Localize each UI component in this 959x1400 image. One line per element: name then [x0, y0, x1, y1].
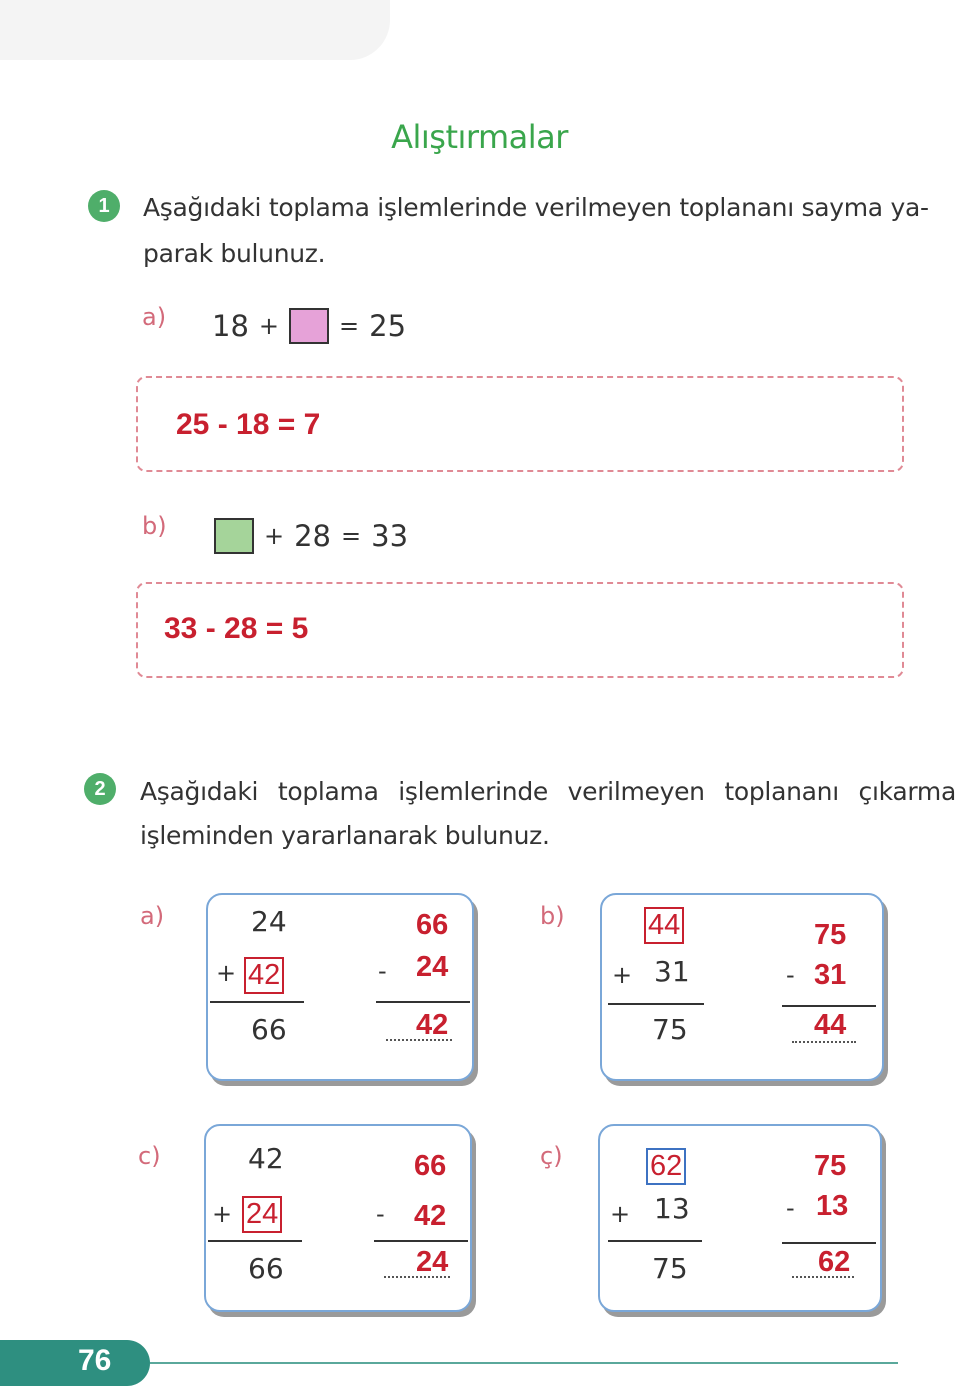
q2-a-minus: -: [378, 957, 387, 985]
q1-a-plus: +: [258, 312, 280, 340]
q1-a-equation: [212, 308, 406, 344]
q2-cedilla-plus: +: [610, 1200, 631, 1228]
q2-a-sub-result: 42: [416, 1009, 449, 1041]
q1-b-result: 33: [371, 519, 409, 553]
q2-cedilla-minus: -: [786, 1194, 795, 1222]
q1-a-answer-box: [136, 376, 904, 472]
q2-a-sum: 66: [251, 1013, 287, 1046]
q2-c-sub-top: 66: [414, 1150, 447, 1182]
q1-b-plus: +: [264, 522, 285, 550]
q2-b-sub-result: 44: [814, 1009, 847, 1041]
q2-a-plus: +: [216, 959, 237, 987]
q2-b-add-line: [608, 1003, 704, 1005]
q1-b-right-number: 28: [294, 519, 332, 553]
q2-c-sub-mid: 42: [414, 1200, 447, 1232]
q1-a-label: a): [142, 303, 167, 331]
q2-cedilla-sub-result: 62: [818, 1246, 851, 1278]
q2-c-top: 42: [248, 1142, 284, 1175]
q2-a-sub-line: [376, 1001, 470, 1003]
q2-a-label: a): [140, 902, 165, 930]
q1-b-answer: 33 - 28 = 5: [164, 612, 309, 645]
decorative-corner: [0, 0, 390, 60]
question-1-text-line2: parak bulunuz.: [143, 239, 326, 268]
q1-a-result: 25: [369, 309, 407, 343]
q1-b-answer-box: [136, 582, 904, 678]
q2-c-sub-result: 24: [416, 1246, 449, 1278]
q2-cedilla-sub-mid: 13: [816, 1190, 849, 1222]
q2-cedilla-sub-top: 75: [814, 1150, 847, 1182]
question-1-text-line1: Aşağıdaki toplama işlemlerinde verilmeyen toplananı sayma ya-: [143, 193, 929, 222]
q1-b-equation: [214, 518, 408, 554]
q2-a-sub-mid: 24: [416, 951, 449, 983]
q2-b-label: b): [540, 902, 565, 930]
page-number-bar: [0, 1340, 150, 1386]
q2-c-add-line: [208, 1240, 302, 1242]
q2-c-minus: -: [376, 1200, 385, 1228]
q2-c-addend: 24: [242, 1196, 282, 1233]
q2-b-plus: +: [612, 961, 633, 989]
q2-b-sub-top: 75: [814, 919, 847, 951]
q2-cedilla-sum: 75: [652, 1252, 688, 1285]
q2-c-label: c): [138, 1142, 161, 1170]
q2-cedilla-addend: 13: [654, 1192, 690, 1225]
footer-line: [150, 1362, 898, 1364]
q1-a-equals: =: [339, 312, 360, 340]
q2-c-sum: 66: [248, 1252, 284, 1285]
q2-c-sub-line: [374, 1240, 468, 1242]
page-number: 76: [78, 1344, 112, 1377]
q2-cedilla-add-line: [608, 1240, 702, 1242]
q2-cedilla-top: 62: [646, 1148, 686, 1185]
question-1-badge: 1: [88, 190, 120, 222]
q2-a-sub-top: 66: [416, 909, 449, 941]
q1-b-label: b): [142, 512, 167, 540]
q2-c-card: [204, 1124, 472, 1312]
page-title: Alıştırmalar: [391, 118, 568, 156]
q2-b-addend: 31: [654, 955, 690, 988]
q2-b-sub-line: [782, 1005, 876, 1007]
question-2-badge: 2: [84, 773, 116, 805]
q2-a-add-line: [210, 1001, 304, 1003]
q1-a-left-number: 18: [212, 309, 249, 343]
question-2-text-line1: Aşağıdaki toplama işlemlerinde verilmeyen toplananı çıkarma: [140, 777, 956, 806]
q1-b-blank-box: [214, 518, 254, 554]
q2-b-sum: 75: [652, 1013, 688, 1046]
q2-cedilla-label: ç): [540, 1142, 563, 1170]
question-2-text-line2: işleminden yararlanarak bulunuz.: [140, 821, 550, 850]
q2-b-top: 44: [644, 907, 684, 944]
q2-c-plus: +: [212, 1200, 233, 1228]
q2-b-sub-mid: 31: [814, 959, 847, 991]
q1-a-blank-box: [289, 308, 329, 344]
q2-a-top: 24: [251, 905, 287, 938]
q2-cedilla-sub-line: [782, 1242, 876, 1244]
q2-a-card: [206, 893, 474, 1081]
q2-b-card: [600, 893, 884, 1081]
q2-b-minus: -: [786, 961, 795, 989]
q1-a-answer: 25 - 18 = 7: [176, 408, 321, 441]
q2-a-addend: 42: [244, 957, 284, 994]
q2-cedilla-card: [598, 1124, 882, 1312]
q1-b-equals: =: [341, 522, 362, 550]
